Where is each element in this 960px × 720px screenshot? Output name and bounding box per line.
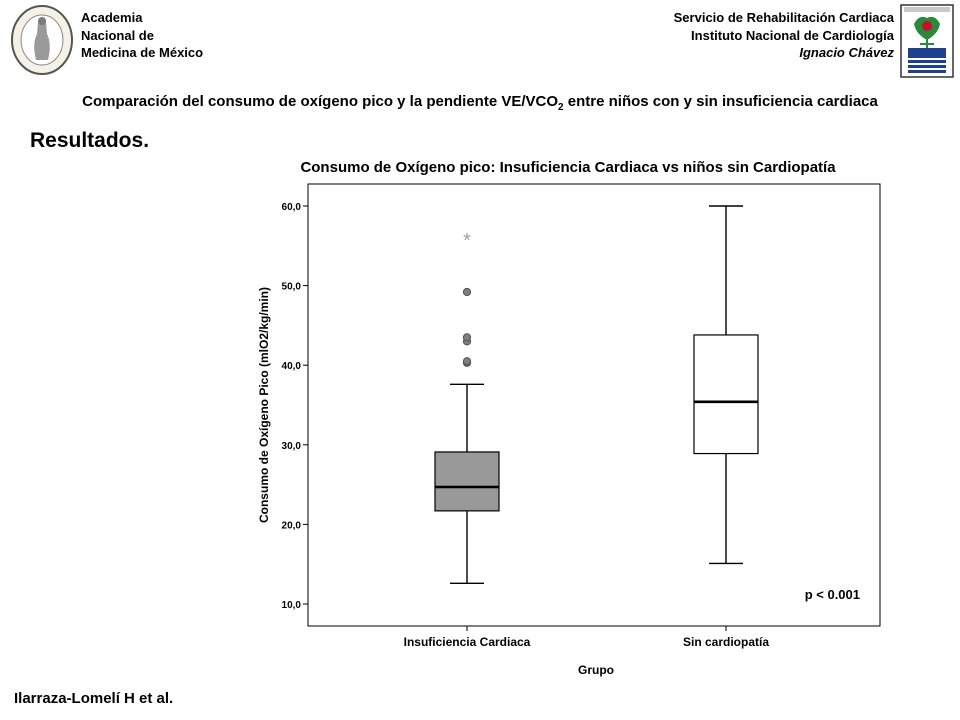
header-right-line1: Servicio de Rehabilitación Cardiaca: [673, 10, 894, 25]
box-group: [435, 230, 499, 583]
chart-title: Consumo de Oxígeno pico: Insuficiencia Cardiaca vs niños sin Cardiopatía: [300, 159, 836, 176]
x-tick-label: Sin cardiopatía: [682, 635, 770, 649]
headline-text-pre: Comparación del consumo de oxígeno pico y la pendiente VE/VCO: [82, 93, 559, 110]
x-tick-label: Insuficiencia Cardiaca: [403, 635, 531, 649]
boxes-layer: [435, 206, 758, 583]
y-axis-label: Consumo de Oxígeno Pico (mlO2/kg/min): [257, 286, 271, 524]
y-tick-label: 10,0: [281, 600, 301, 611]
iqr-box: [435, 452, 499, 511]
outlier-point: [463, 334, 470, 341]
outlier-point: [463, 358, 470, 365]
y-tick-label: 40,0: [281, 361, 301, 373]
y-tick-label: 20,0: [281, 520, 301, 532]
headline-subscript: 2: [558, 102, 564, 113]
outlier-point: [463, 288, 470, 295]
box-group: [694, 206, 758, 563]
header-left-line3: Medicina de México: [81, 45, 204, 60]
x-axis: [404, 626, 770, 649]
author-credit: Ilarraza-Lomelí H et al.: [14, 690, 174, 707]
y-tick-label: 30,0: [281, 440, 301, 452]
header-right-line3: Ignacio Chávez: [799, 45, 894, 60]
p-value-annotation: p < 0.001: [804, 587, 860, 602]
x-axis-label: Grupo: [578, 663, 614, 677]
y-tick-label: 50,0: [281, 281, 301, 293]
plot-frame: [308, 184, 880, 626]
extreme-point: *: [463, 229, 471, 252]
y-axis: [282, 202, 308, 611]
header-left-line1: Academia: [81, 10, 143, 25]
header-left-line2: Nacional de: [81, 27, 154, 43]
y-tick-label: 60,0: [281, 202, 301, 213]
headline-text-post: entre niños con y sin insuficiencia cardiaca: [563, 93, 878, 110]
section-title: Resultados.: [30, 129, 150, 152]
iqr-box: [694, 335, 758, 454]
header-right-line2: Instituto Nacional de Cardiología: [691, 27, 894, 43]
